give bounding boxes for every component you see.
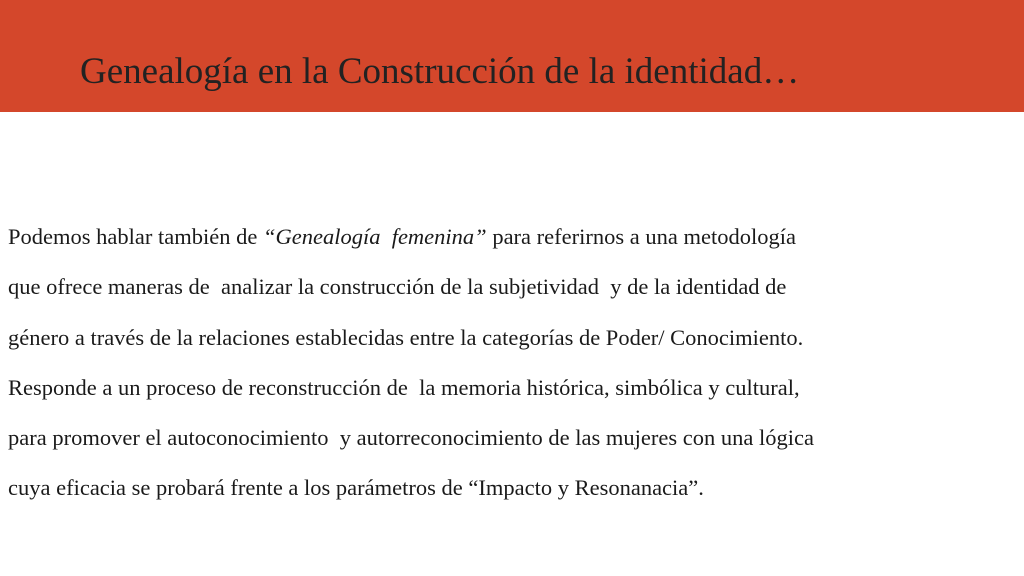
body-paragraph	[8, 212, 1018, 514]
slide-title: Genealogía en la Construcción de la identidad…	[80, 51, 800, 92]
paragraph-line-5: para promover el autoconocimiento y autorreconocimiento de las mujeres con una lógica	[8, 425, 814, 451]
line-1-text-after: para referirnos a una metodología	[486, 224, 796, 249]
emphasis-genealogia-femenina: “Genealogía femenina”	[262, 224, 487, 249]
paragraph-line-1	[8, 212, 1018, 262]
line-1-text-before: Podemos hablar también de	[8, 224, 263, 249]
paragraph-line-3: género a través de la relaciones establecidas entre la categorías de Poder/ Conocimiento.	[8, 324, 804, 350]
paragraph-line-6: cuya eficacia se probará frente a los parámetros de “Impacto y Resonanacia”.	[8, 475, 704, 501]
paragraph-line-4: Responde a un proceso de reconstrucción de la memoria histórica, simbólica y cultural,	[8, 374, 800, 400]
paragraph-line-2: que ofrece maneras de analizar la construcción de la subjetividad y de la identidad de	[8, 274, 787, 300]
title-banner	[0, 0, 1024, 112]
